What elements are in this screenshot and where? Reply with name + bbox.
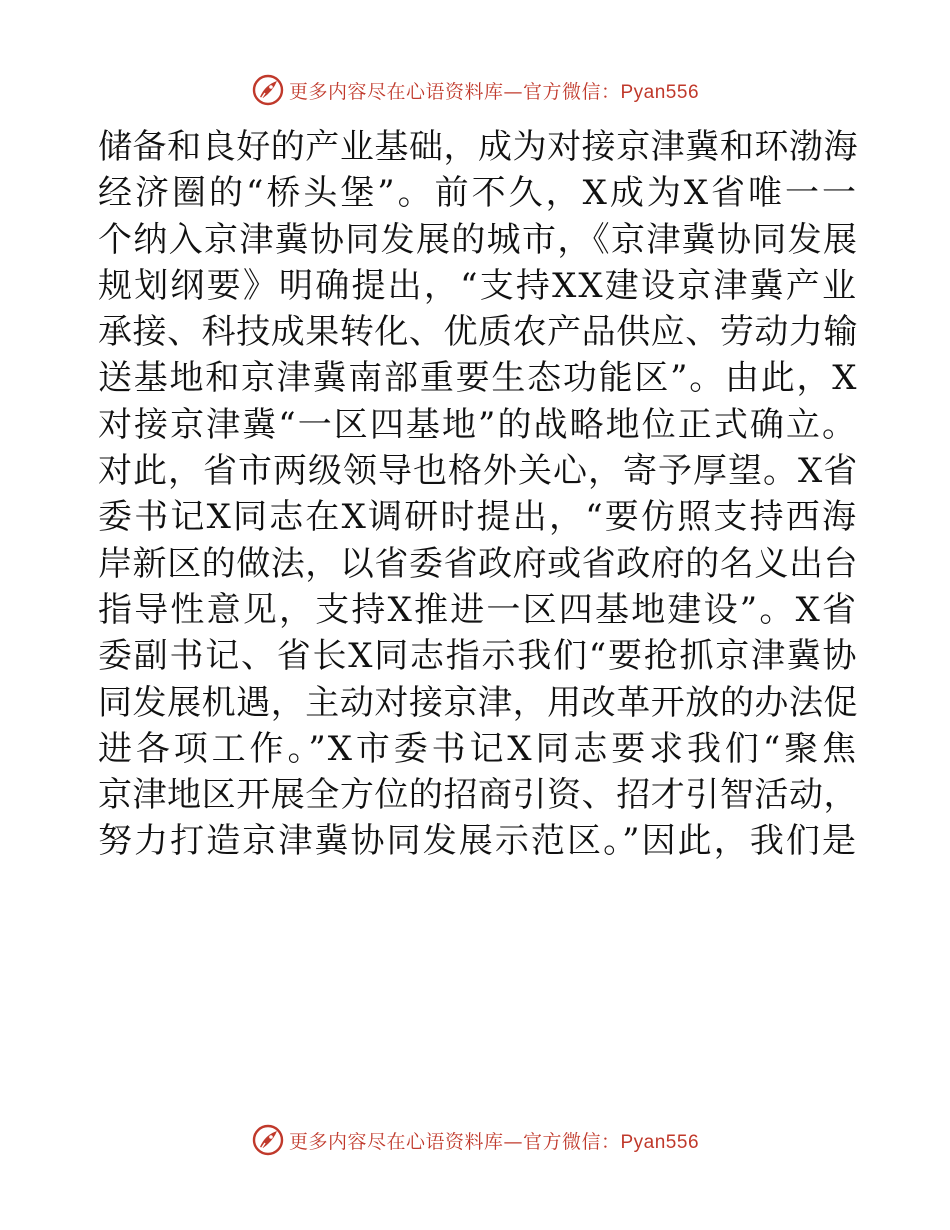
header-wechat-label: 官方微信： bbox=[522, 80, 621, 103]
footer-text bbox=[289, 1127, 699, 1154]
body-line: 努力打造京津冀协同发展示范区。”因此，我们是 bbox=[98, 821, 858, 862]
pen-nib-logo-icon bbox=[251, 1123, 285, 1157]
footer-wechat-id: Pyan556 bbox=[620, 1131, 700, 1153]
header-site-text: 更多内容尽在心语资料库 bbox=[288, 80, 504, 103]
body-line: 进各项工作。”X市委书记X同志要求我们“聚焦 bbox=[98, 728, 858, 769]
body-line: 委书记X同志在X调研时提出，“要仿照支持西海 bbox=[98, 497, 858, 538]
body-line: 京津地区开展全方位的招商引资、招才引智活动， bbox=[98, 775, 858, 816]
body-line: 个纳入京津冀协同发展的城市，《京津冀协同发展 bbox=[98, 219, 858, 260]
pen-nib-logo-icon bbox=[251, 73, 285, 107]
footer-banner bbox=[0, 1122, 950, 1158]
body-line: 规划纲要》明确提出，“支持XX建设京津冀产业 bbox=[98, 265, 858, 306]
body-line: 指导性意见，支持X推进一区四基地建设”。X省 bbox=[98, 589, 858, 630]
body-line: 承接、科技成果转化、优质农产品供应、劳动力输 bbox=[98, 312, 858, 353]
document-body bbox=[98, 124, 858, 865]
body-line: 送基地和京津冀南部重要生态功能区”。由此，X bbox=[98, 358, 858, 399]
footer-wechat-label: 官方微信： bbox=[522, 1130, 621, 1153]
body-line: 委副书记、省长X同志指示我们“要抢抓京津冀协 bbox=[98, 636, 858, 677]
body-line: 经济圈的“桥头堡”。前不久，X成为X省唯一一 bbox=[98, 173, 858, 214]
body-line: 岸新区的做法，以省委省政府或省政府的名义出台 bbox=[98, 543, 858, 584]
body-line: 对接京津冀“一区四基地”的战略地位正式确立。 bbox=[98, 404, 858, 445]
header-banner bbox=[0, 72, 950, 108]
header-wechat-id: Pyan556 bbox=[620, 81, 700, 103]
body-line: 同发展机遇，主动对接京津，用改革开放的办法促 bbox=[98, 682, 858, 723]
body-line: 对此，省市两级领导也格外关心，寄予厚望。X省 bbox=[98, 451, 859, 492]
header-text bbox=[289, 77, 699, 104]
footer-site-text: 更多内容尽在心语资料库 bbox=[288, 1130, 504, 1153]
footer-dash: — bbox=[503, 1130, 523, 1153]
body-line: 储备和良好的产业基础，成为对接京津冀和环渤海 bbox=[98, 127, 858, 167]
header-dash: — bbox=[503, 80, 523, 103]
